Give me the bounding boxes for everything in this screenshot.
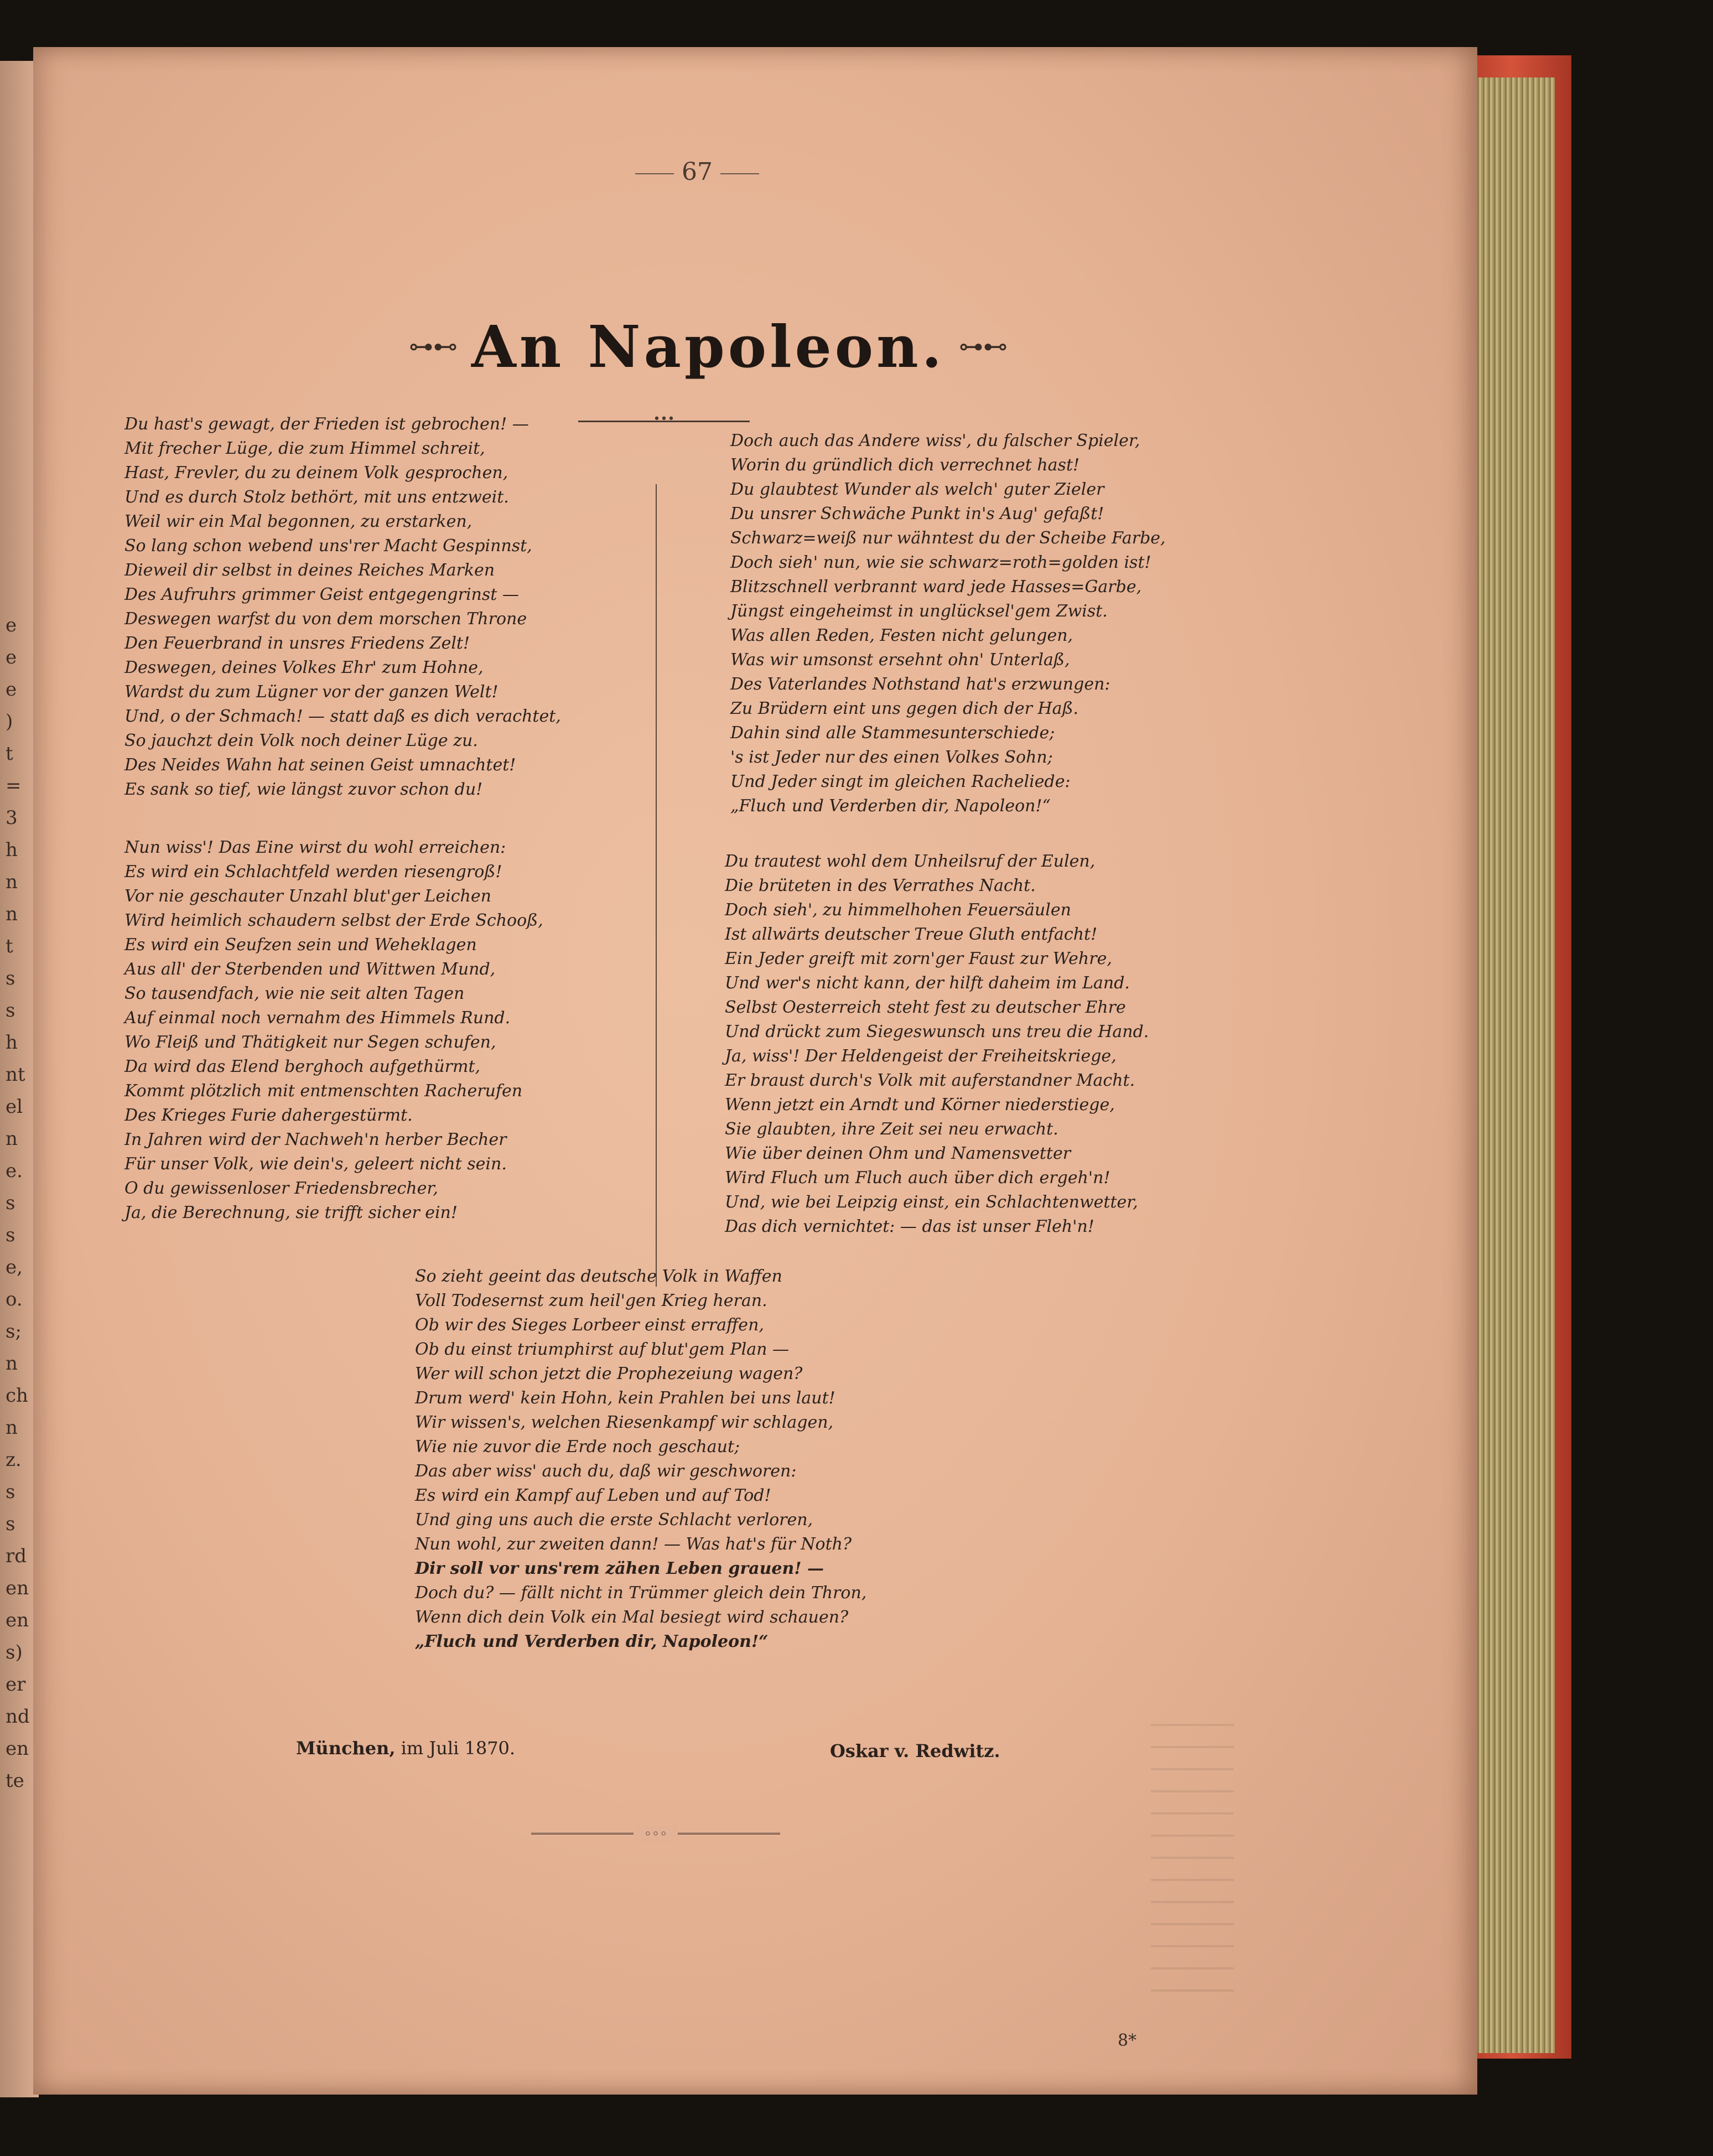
poem-line: Das dich vernichtet: — das ist unser Fleh'n!	[725, 1217, 1094, 1236]
poem-line: Dahin sind alle Stammesunterschiede;	[730, 723, 1055, 743]
left-page-fragment: n	[6, 1352, 18, 1375]
place: München,	[296, 1738, 396, 1759]
poem-line: Wird Fluch um Fluch auch über dich ergeh'n!	[725, 1168, 1110, 1188]
poem-line: Und, wie bei Leipzig einst, ein Schlachtenwetter,	[725, 1193, 1138, 1212]
left-page-fragment: en	[6, 1609, 29, 1631]
left-page-fragment: s	[6, 1481, 15, 1503]
poem-line: Wenn jetzt ein Arndt und Körner niederstiege,	[725, 1095, 1115, 1115]
left-page-fragment: t	[6, 743, 13, 765]
left-page-fragment: o.	[6, 1288, 23, 1310]
title-ornament-right: ⊶⊷	[959, 333, 1008, 361]
right-stanza-1	[730, 429, 1166, 818]
poem-line: Jüngst eingeheimst in unglücksel'gem Zwist.	[730, 602, 1108, 621]
poem-line: Doch auch das Andere wiss', du falscher Spieler,	[730, 431, 1140, 450]
left-page-fragment: t	[6, 935, 13, 957]
left-page-fragment: s	[6, 967, 15, 989]
poem-line: Weil wir ein Mal begonnen, zu erstarken,	[124, 512, 473, 531]
poem-line: Des Neides Wahn hat seinen Geist umnachtet!	[124, 755, 516, 775]
left-page-fragment: s)	[6, 1641, 23, 1663]
poem-line: In Jahren wird der Nachweh'n herber Becher	[124, 1130, 507, 1149]
poem-line: Es wird ein Kampf auf Leben und auf Tod!	[415, 1486, 771, 1505]
left-page-fragment: te	[6, 1770, 24, 1792]
poem-line: Blitzschnell verbrannt ward jede Hasses=Garbe,	[730, 577, 1142, 597]
poem-line: Ob wir des Sieges Lorbeer einst erraffen,	[415, 1315, 764, 1335]
poem-line: Nun wohl, zur zweiten dann! — Was hat's für Noth?	[415, 1535, 852, 1554]
left-page-fragment: 3	[6, 807, 18, 829]
left-page-fragment: e,	[6, 1256, 23, 1278]
poem-line: Hast, Frevler, du zu deinem Volk gesprochen,	[124, 463, 508, 483]
poem-line: Wie nie zuvor die Erde noch geschaut;	[415, 1437, 740, 1457]
left-page-fragment: e.	[6, 1160, 23, 1182]
poem-line: Es wird ein Seufzen sein und Weheklagen	[124, 935, 477, 955]
page-block-edges	[1472, 77, 1555, 2053]
left-page-fragment: er	[6, 1673, 26, 1696]
left-page-fragment: e	[6, 614, 17, 636]
poem-line: Was allen Reden, Festen nicht gelungen,	[730, 626, 1073, 645]
poem-line: Des Vaterlandes Nothstand hat's erzwungen:	[730, 675, 1110, 694]
left-page-fragment: s	[6, 1192, 15, 1214]
end-ornament-center: ◦◦◦	[634, 1826, 678, 1842]
poem-line: Dieweil dir selbst in deines Reiches Marken	[124, 561, 495, 580]
book-page	[33, 47, 1477, 2095]
poem-line: Deswegen, deines Volkes Ehr' zum Hohne,	[124, 658, 484, 677]
left-page-fragment: s	[6, 1224, 15, 1246]
poem-line: „Fluch und Verderben dir, Napoleon!“	[415, 1632, 769, 1651]
left-page-fragment: e	[6, 678, 17, 701]
poem-line: Er braust durch's Volk mit auferstandner Macht.	[725, 1071, 1135, 1090]
left-page-fragment: e	[6, 646, 17, 668]
right-stanza-2	[725, 849, 1149, 1239]
poem-line: Sie glaubten, ihre Zeit sei neu erwacht.	[725, 1120, 1058, 1139]
poem-line: Und drückt zum Siegeswunsch uns treu die Hand.	[725, 1022, 1149, 1041]
page-number-dash-right	[720, 173, 759, 174]
center-stanza	[415, 1264, 866, 1654]
poem-title-row	[376, 313, 1040, 396]
left-page-fragment: h	[6, 839, 18, 861]
poem-line: Die brüteten in des Verrathes Nacht.	[725, 876, 1036, 895]
poem-line: So jauchzt dein Volk noch deiner Lüge zu.	[124, 731, 478, 750]
poem-line: Doch du? — fällt nicht in Trümmer gleich dein Thron,	[415, 1583, 867, 1603]
poem-line: Wir wissen's, welchen Riesenkampf wir schlagen,	[415, 1413, 834, 1432]
poem-line: Zu Brüdern eint uns gegen dich der Haß.	[730, 699, 1079, 718]
place-date	[296, 1738, 515, 1759]
left-stanza-1	[124, 412, 561, 802]
poem-title: An Napoleon.	[471, 313, 945, 381]
poem-line: Deswegen warfst du von dem morschen Throne	[124, 609, 527, 629]
page-number-text: 67	[682, 158, 713, 186]
poem-line: Ein Jeder greift mit zorn'ger Faust zur Wehre,	[725, 949, 1112, 968]
poem-line: Es sank so tief, wie längst zuvor schon du!	[124, 780, 483, 799]
poem-line: Ja, wiss'! Der Heldengeist der Freiheitskriege,	[725, 1046, 1117, 1066]
poem-line: Des Aufruhrs grimmer Geist entgegengrinst —	[124, 585, 519, 604]
poem-line: Du trautest wohl dem Unheilsruf der Eulen,	[725, 852, 1096, 871]
poem-line: Und Jeder singt im gleichen Racheliede:	[730, 772, 1071, 791]
poem-line: Und wer's nicht kann, der hilft daheim im Land.	[725, 973, 1130, 993]
date: im Juli 1870.	[401, 1738, 516, 1759]
left-page-fragment: rd	[6, 1545, 27, 1567]
poem-line: Und, o der Schmach! — statt daß es dich verachtet,	[124, 707, 561, 726]
poem-line: O du gewissenloser Friedensbrecher,	[124, 1179, 438, 1198]
left-page-fragment: )	[6, 711, 13, 733]
poem-line: Wardst du zum Lügner vor der ganzen Welt!	[124, 682, 499, 702]
poem-line: Du unsrer Schwäche Punkt in's Aug' gefaßt!	[730, 504, 1104, 524]
left-stanza-2	[124, 836, 543, 1225]
poem-line: Drum werd' kein Hohn, kein Prahlen bei uns laut!	[415, 1388, 835, 1408]
left-page-fragment: n	[6, 1128, 18, 1150]
poem-line: Voll Todesernst zum heil'gen Krieg heran.	[415, 1291, 767, 1310]
left-page-fragment: =	[6, 775, 22, 797]
poem-line: Da wird das Elend berghoch aufgethürmt,	[124, 1057, 481, 1076]
left-page-fragment: ch	[6, 1385, 28, 1407]
left-page-fragment: s;	[6, 1320, 22, 1343]
poem-line: So tausendfach, wie nie seit alten Tagen	[124, 984, 465, 1003]
poem-line: Für unser Volk, wie dein's, geleert nicht sein.	[124, 1154, 507, 1174]
poem-line: Worin du gründlich dich verrechnet hast!	[730, 455, 1080, 475]
poem-line: Es wird ein Schlachtfeld werden riesengroß!	[124, 862, 502, 882]
poem-line: Selbst Oesterreich steht fest zu deutscher Ehre	[725, 998, 1126, 1017]
left-page-fragment: z.	[6, 1449, 22, 1471]
show-through-text	[1151, 1724, 1234, 2012]
column-divider	[656, 484, 657, 1287]
poem-line: Wenn dich dein Volk ein Mal besiegt wird schauen?	[415, 1608, 849, 1627]
title-ornament-left: ⊶⊷	[408, 333, 458, 361]
poem-line: Wie über deinen Ohm und Namensvetter	[725, 1144, 1071, 1163]
poem-line: Du hast's gewagt, der Frieden ist gebrochen! —	[124, 414, 529, 434]
title-rule-ornament: •••	[653, 412, 675, 426]
poem-line: Doch sieh', zu himmelhohen Feuersäulen	[725, 900, 1071, 920]
poem-line: Auf einmal noch vernahm des Himmels Rund.	[124, 1008, 511, 1028]
poem-line: Schwarz=weiß nur wähntest du der Scheibe Farbe,	[730, 528, 1166, 548]
poem-line: „Fluch und Verderben dir, Napoleon!“	[730, 796, 1051, 816]
left-page-fragment: h	[6, 1032, 18, 1054]
poem-line: So lang schon webend uns'rer Macht Gespinnst,	[124, 536, 532, 556]
poem-line: Ist allwärts deutscher Treue Gluth entfacht!	[725, 925, 1098, 944]
end-ornament	[531, 1826, 780, 1843]
left-page-fragment: n	[6, 1417, 18, 1439]
poem-line: Ja, die Berechnung, sie trifft sicher ein!	[124, 1203, 458, 1222]
poem-line: Und es durch Stolz bethört, mit uns entzweit.	[124, 488, 509, 507]
poem-line: Dir soll vor uns'rem zähen Leben grauen! —	[415, 1559, 824, 1578]
poem-line: Vor nie geschauter Unzahl blut'ger Leichen	[124, 887, 491, 906]
author-signature: Oskar v. Redwitz.	[830, 1740, 1000, 1761]
poem-line: 's ist Jeder nur des einen Volkes Sohn;	[730, 748, 1053, 767]
poem-line: Doch sieh' nun, wie sie schwarz=roth=golden ist!	[730, 553, 1151, 572]
left-page-fragment: s	[6, 999, 15, 1022]
left-page-fragment: el	[6, 1096, 23, 1118]
poem-line: Nun wiss'! Das Eine wirst du wohl erreichen:	[124, 838, 506, 857]
poem-line: Wo Fleiß und Thätigkeit nur Segen schufen,	[124, 1033, 496, 1052]
poem-line: Das aber wiss' auch du, daß wir geschworen:	[415, 1461, 797, 1481]
poem-line: Wer will schon jetzt die Prophezeiung wagen?	[415, 1364, 803, 1383]
left-page-fragment: n	[6, 871, 18, 893]
page-number	[586, 158, 808, 186]
left-page-fragment: en	[6, 1577, 29, 1599]
left-page-fragment: en	[6, 1738, 29, 1760]
poem-line: Ob du einst triumphirst auf blut'gem Plan —	[415, 1340, 789, 1359]
signature-mark: 8*	[1118, 2031, 1137, 2050]
poem-line: Des Krieges Furie dahergestürmt.	[124, 1106, 413, 1125]
left-page-fragment: nt	[6, 1064, 25, 1086]
poem-line: So zieht geeint das deutsche Volk in Waffen	[415, 1267, 782, 1286]
poem-line: Du glaubtest Wunder als welch' guter Zieler	[730, 480, 1104, 499]
poem-line: Mit frecher Lüge, die zum Himmel schreit,	[124, 439, 485, 458]
poem-line: Wird heimlich schaudern selbst der Erde Schooß,	[124, 911, 543, 930]
poem-line: Und ging uns auch die erste Schlacht verloren,	[415, 1510, 813, 1530]
left-page-fragment: nd	[6, 1706, 30, 1728]
left-page-fragment: n	[6, 903, 18, 925]
poem-line: Aus all' der Sterbenden und Wittwen Mund,	[124, 960, 496, 979]
poem-line: Den Feuerbrand in unsres Friedens Zelt!	[124, 634, 470, 653]
page-number-dash-left	[635, 173, 674, 174]
poem-line: Kommt plötzlich mit entmenschten Racherufen	[124, 1081, 523, 1101]
left-page-fragment: s	[6, 1513, 15, 1535]
poem-line: Was wir umsonst ersehnt ohn' Unterlaß,	[730, 650, 1070, 670]
